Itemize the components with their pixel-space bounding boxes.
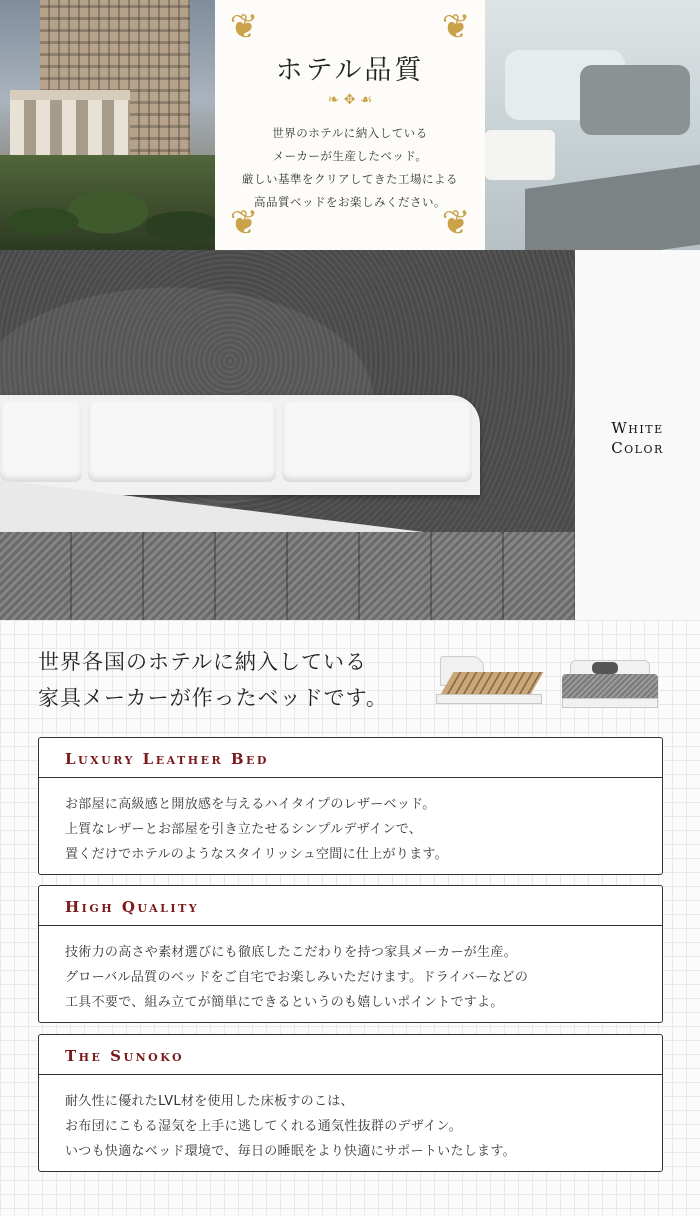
feature-line: 工具不要で、組み立てが簡単にできるというのも嬉しいポイントですよ。: [65, 995, 504, 1010]
feature-line: いつも快適なベッド環境で、毎日の睡眠をより快適にサポートいたします。: [65, 1144, 516, 1159]
headline-line: 家具メーカーが作ったベッドです。: [38, 686, 388, 710]
feature-body: [39, 1075, 662, 1164]
ornament-corner-icon: ❦: [441, 7, 471, 47]
headboard-cushion: [282, 402, 472, 482]
color-label-panel: [575, 250, 700, 620]
hotel-desc-line: 高品質ベッドをお楽しみください。: [254, 195, 446, 209]
hotel-desc-line: 厳しい基準をクリアしてきた工場による: [242, 172, 458, 186]
section-headline: [38, 644, 388, 716]
hotel-desc-line: 世界のホテルに納入している: [272, 126, 428, 140]
ornament-corner-icon: ❦: [441, 203, 471, 243]
feature-body: [39, 926, 662, 1015]
thumb-pillow: [592, 662, 618, 674]
feature-line: 耐久性に優れたLVL材を使用した床板すのこは、: [65, 1094, 354, 1109]
thumb-frame: [562, 698, 658, 708]
bed-made-thumbnail: [562, 656, 658, 714]
feature-line: 上質なレザーとお部屋を引き立たせるシンプルデザインで、: [65, 822, 423, 837]
feature-line: お布団にこもる湿気を上手に逃してくれる通気性抜群のデザイン。: [65, 1119, 463, 1134]
ornament-corner-icon: ❦: [229, 7, 259, 47]
ornament-divider-icon: ❧ ✥ ☙: [327, 92, 373, 108]
thumb-frame: [436, 694, 542, 704]
feature-line: お部屋に高級感と開放感を与えるハイタイプのレザーベッド。: [65, 797, 436, 812]
feature-box-luxury-leather: [38, 737, 663, 875]
thumb-blanket: [562, 674, 658, 698]
hotel-desc-line: メーカーが生産したベッド。: [272, 149, 428, 163]
hotel-room-image: [485, 0, 700, 250]
top-banner: [0, 0, 700, 250]
pillow: [580, 65, 690, 135]
hotel-quality-title: ホテル品質: [275, 55, 425, 86]
feature-line: 置くだけでホテルのようなスタイリッシュ空間に仕上がります。: [65, 847, 448, 862]
hotel-trees: [0, 155, 215, 250]
feature-title: The Sunoko: [39, 1035, 662, 1075]
white-bed-image: [0, 250, 575, 620]
headboard-cushion: [0, 402, 82, 482]
feature-box-sunoko: [38, 1034, 663, 1172]
bed-blanket: [0, 532, 575, 620]
hotel-quality-card: [215, 0, 485, 250]
feature-body: [39, 778, 662, 867]
bed-frame-thumbnail: [436, 656, 542, 714]
hotel-quality-description: [215, 122, 485, 214]
color-label-line: Color: [611, 439, 664, 457]
headboard-cushion: [88, 402, 276, 482]
feature-title: High Quality: [39, 886, 662, 926]
headline-line: 世界各国のホテルに納入している: [38, 650, 367, 674]
hotel-building-image: [0, 0, 215, 250]
feature-title: Luxury Leather Bed: [39, 738, 662, 778]
towel: [485, 130, 555, 180]
feature-line: グローバル品質のベッドをご自宅でお楽しみいただけます。ドライバーなどの: [65, 970, 529, 985]
color-label-line: White: [611, 419, 664, 437]
color-label: [575, 418, 700, 458]
feature-box-high-quality: [38, 885, 663, 1023]
feature-line: 技術力の高さや素材選びにも徹底したこだわりを持つ家具メーカーが生産。: [65, 945, 517, 960]
features-section: [0, 620, 700, 1216]
ornament-corner-icon: ❦: [229, 203, 259, 243]
